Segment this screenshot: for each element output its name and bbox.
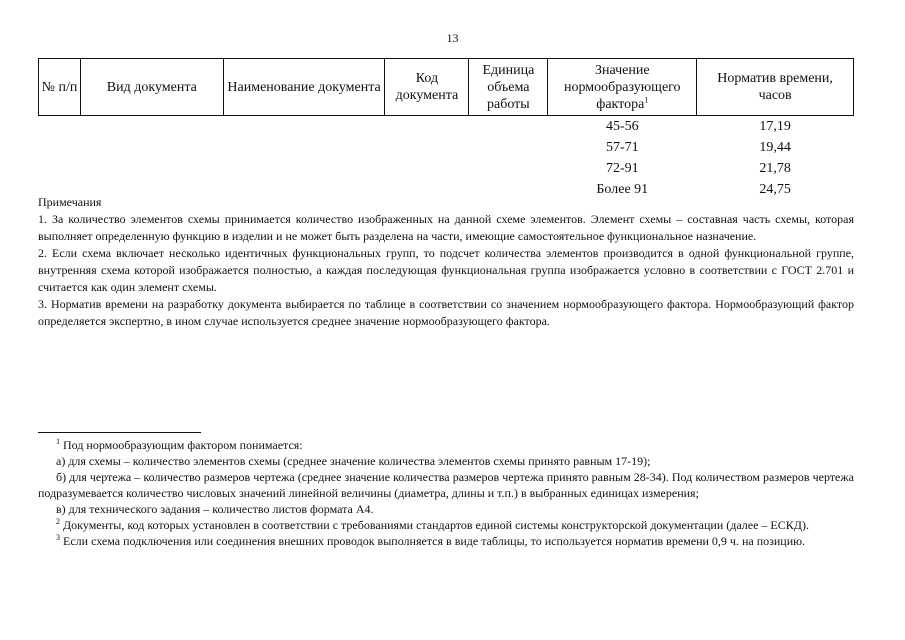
header-factor [548,59,697,116]
page-number: 13 [446,31,459,45]
header-num: № п/п [39,59,81,116]
factor-value: 57-71 [605,140,639,155]
footnote-mark: 1 [56,437,60,446]
note-item: 1. За количество элементов схемы принимается количество изображенных на данной схеме элементов. Элемент схемы – составная часть схемы, которая выполняет определенную функцию в изделии и не может быть разделена на части, имеющие самостоятельное функциональное назначение. [38,212,854,243]
factor-value: 45-56 [605,119,639,134]
footnote-text: Под нормообразующим фактором понимается: [63,438,303,452]
header-factor-label: Значение нормообразующего фактора [564,62,681,112]
note-item: 3. Норматив времени на разработку документа выбирается по таблице в соответствии со значением нормообразующего фактора. Нормообразующий фактор определяется экспертно, в ином случае используется среднее значение нормообразующего фактора. [38,297,854,328]
footnote-text: Если схема подключения или соединения внешних проводок выполняется в виде таблицы, то используется норматив времени 0,9 ч. на позицию. [63,534,806,548]
footnote-1-b: б) для чертежа – количество размеров чертежа (среднее значение количества размеров чертежа принято равным 28-34). Под количеством размеров чертежа подразумевается количество числовых значений линейной величины (диаметра, длины и т.п.) в выбранных единицах измерения; [38,470,854,500]
note-item: 2. Если схема включает несколько идентичных функциональных групп, то подсчет количества элементов производится в одной функциональной группе, внутренняя схема которой изображается полностью, а каждая последующая функциональная группа изображается условно в соответствии с ГОСТ 2.701 и считается как один элемент схемы. [38,246,854,294]
footnote-ref-1: 1 [644,94,649,104]
footnote-1-a: а) для схемы – количество элементов схемы (среднее значение количества элементов схемы принято равным 17-19); [56,454,651,468]
factor-value: Более 91 [596,182,649,197]
norm-value: 17,19 [759,119,791,134]
header-doc-name: Наименование документа [223,59,385,116]
notes-section [38,194,854,330]
norm-value: 24,75 [759,182,791,197]
norm-table [38,58,854,200]
footnotes-section [38,437,854,549]
table-row [39,158,854,179]
header-doc-type: Вид документа [80,59,223,116]
table-row [39,137,854,158]
footnote-3 [38,533,854,549]
table-row [39,116,854,138]
footnote-2 [38,517,854,533]
footnote-mark: 3 [56,533,60,542]
footnote-divider [38,432,201,433]
header-doc-code: Код документа [385,59,469,116]
footnote-mark: 2 [56,517,60,526]
header-norm: Норматив времени, часов [697,59,854,116]
footnote-1 [38,437,854,453]
table-header-row [39,59,854,116]
factor-value: 72-91 [605,161,639,176]
footnote-text: Документы, код которых установлен в соответствии с требованиями стандартов единой системы конструкторской документации (далее – ЕСКД). [63,518,809,532]
footnote-1-c: в) для технического задания – количество листов формата А4. [56,502,374,516]
header-unit: Единица объема работы [469,59,548,116]
norm-value: 19,44 [759,140,791,155]
norm-value: 21,78 [759,161,791,176]
notes-title: Примечания [38,195,102,209]
